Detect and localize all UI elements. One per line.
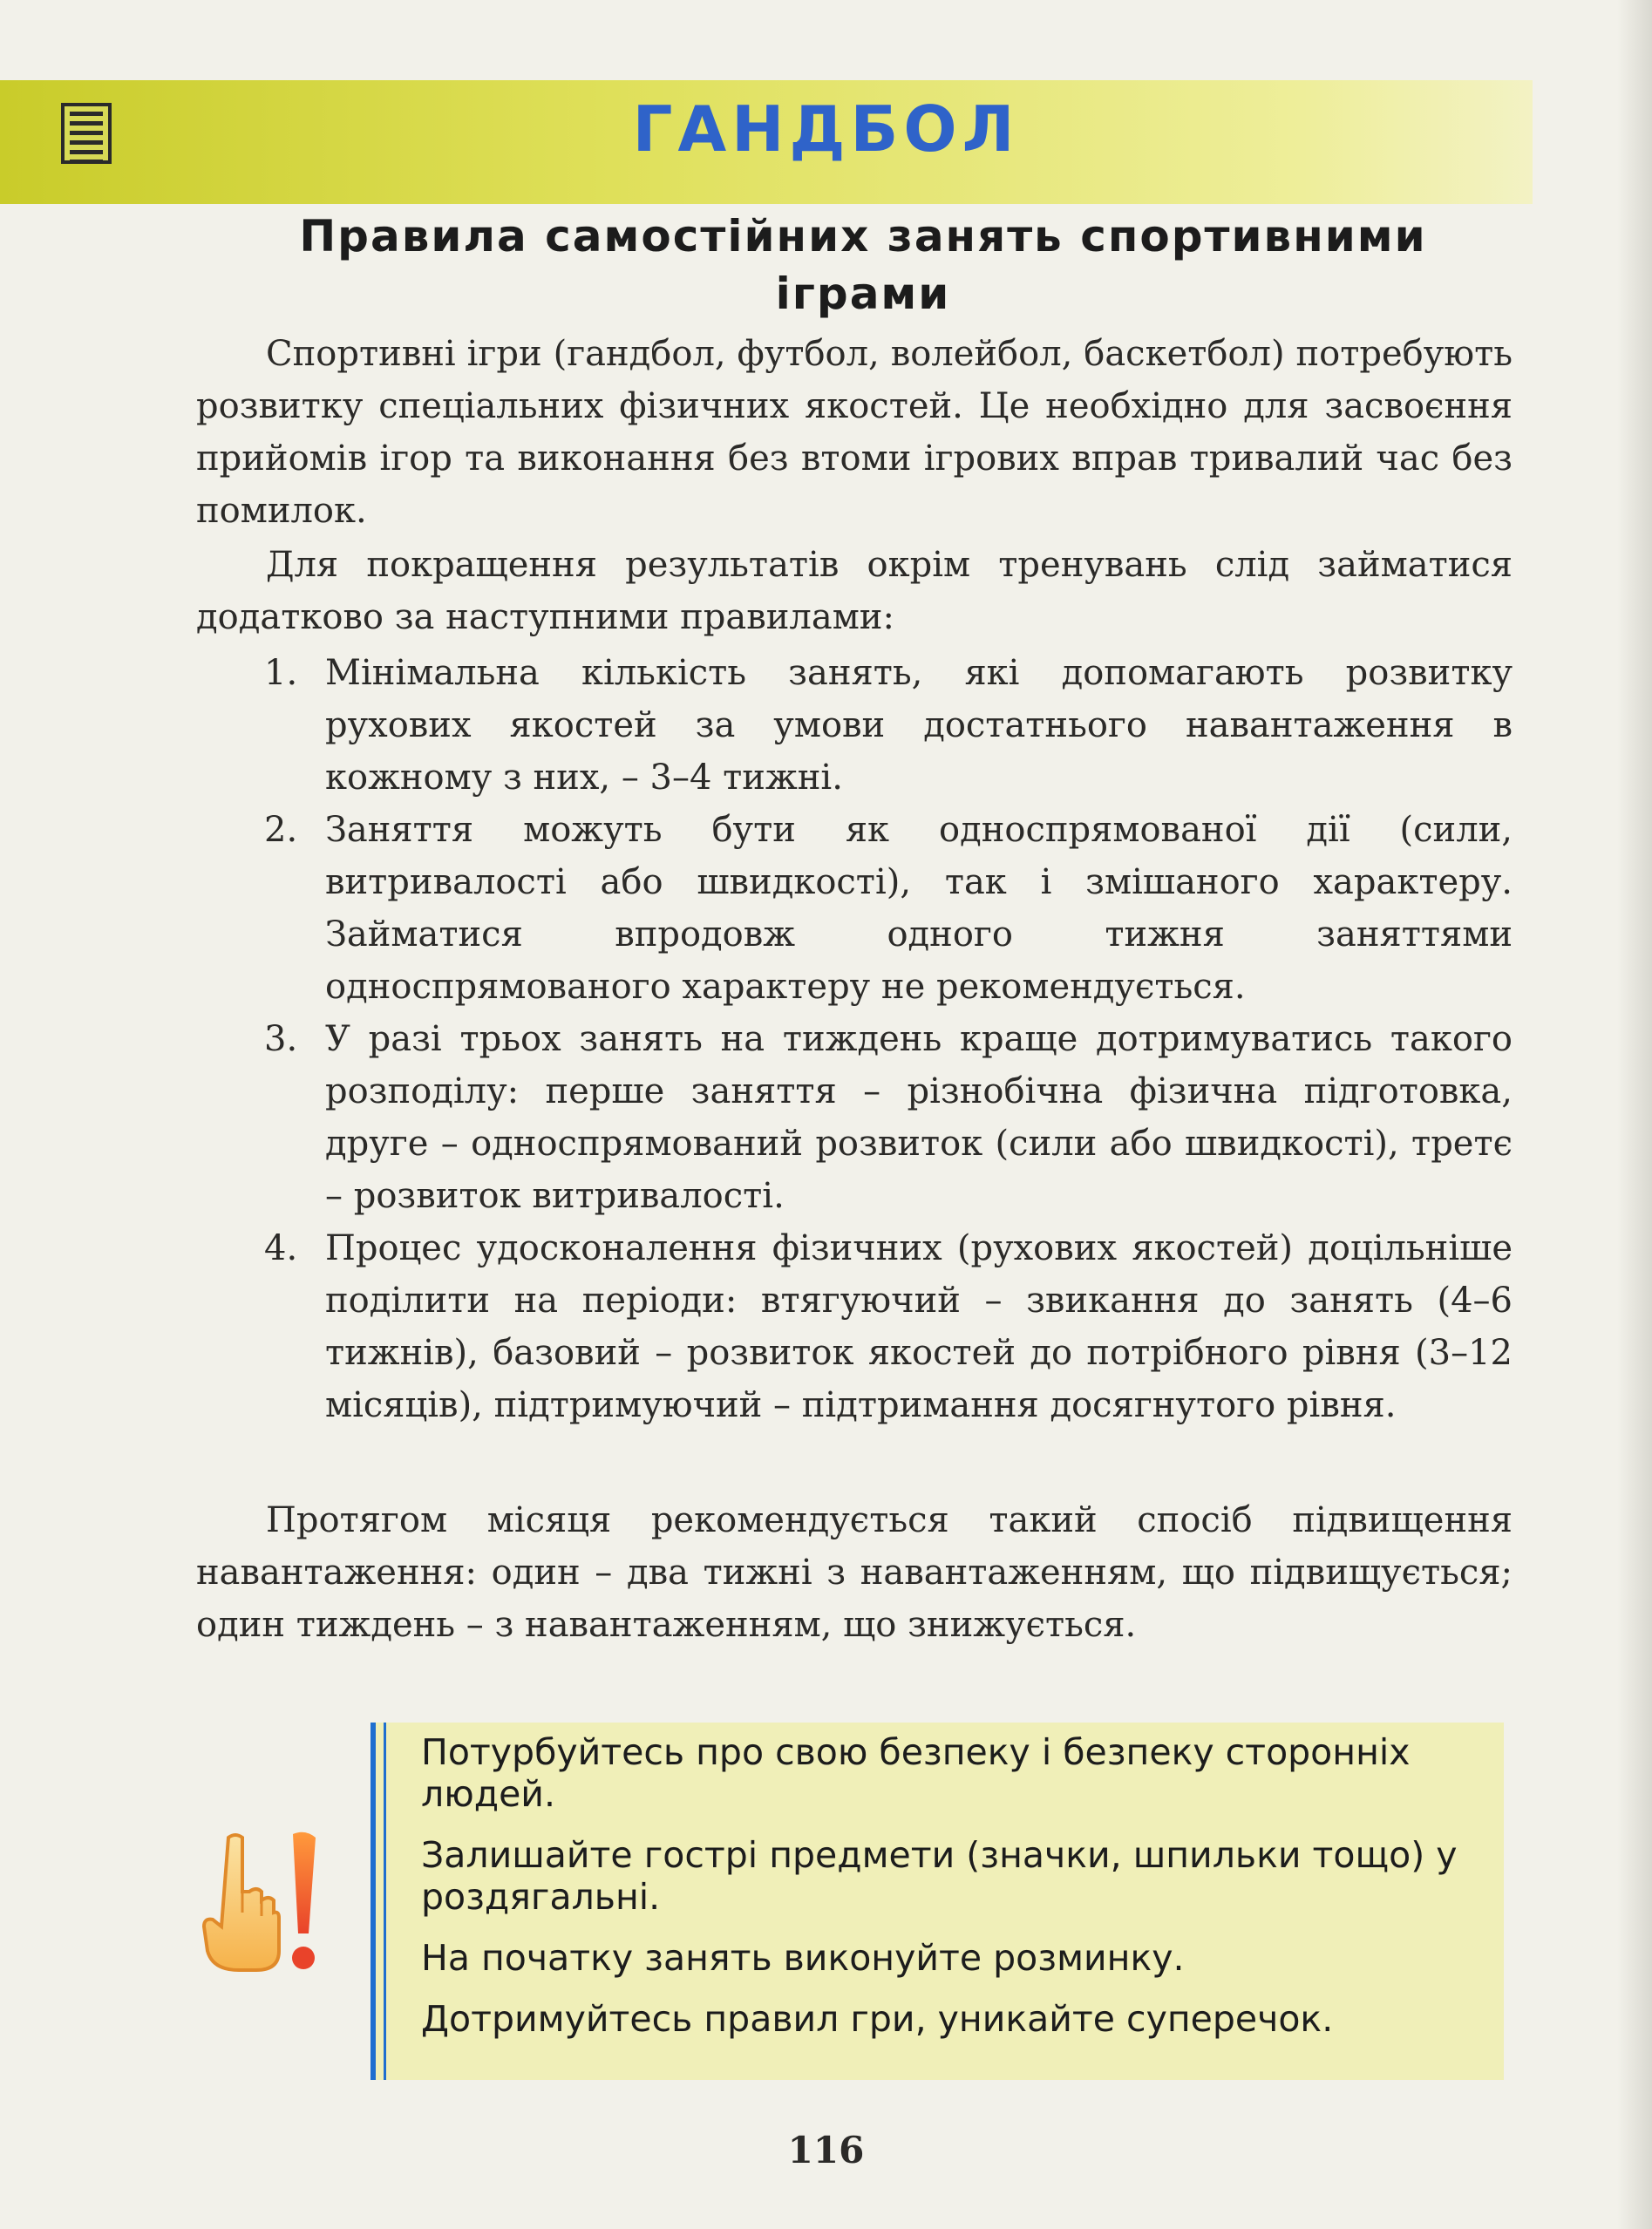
rule-item [196,804,1513,1013]
rule-item [196,1222,1513,1431]
rule-number: 1. [264,653,298,693]
pointing-hand-exclamation-icon [199,1829,330,1986]
safety-box-line [371,1723,376,2080]
safety-box-line [384,1723,386,2080]
safety-list [421,1731,1485,2059]
section-title: ГАНДБОЛ [632,92,1020,166]
safety-item: Залишайте гострі предмети (значки, шпильки тощо) у роздягальні. [421,1834,1458,1918]
safety-item: На початку занять виконуйте розминку. [421,1937,1185,1979]
page-edge-shadow [1617,0,1652,2229]
rule-number: 3. [264,1019,298,1059]
load-paragraph: Протягом місяця рекомендується такий спосіб підвищення навантаження: один – два тижні з навантаженням, що підвищується; один тиждень – з навантаженням, що знижується. [196,1500,1513,1645]
intro-paragraph: Спортивні ігри (гандбол, футбол, волейбол, баскетбол) потребують розвитку спеціальних фізичних якостей. Це необхідно для засвоєння прийомів ігор та виконання без втоми ігрових вправ тривалий час без помилок. [196,334,1513,531]
rule-text: Процес удосконалення фізичних (рухових якостей) доцільніше поділити на періоди: втягуючий – звикання до занять (4–6 тижнів), базовий – розвиток якостей до потрібного рівня (3–12 місяців), підтримуючий – підтримання досягнутого рівня. [325,1228,1513,1425]
rules-list [196,647,1513,1431]
rule-text: У разі трьох занять на тиждень краще дотримуватись такого розподілу: перше заняття – різнобічна фізична підготовка, друге – односпрямований розвиток (сили або швидкості), третє – розвиток витривалості. [325,1019,1513,1216]
rules-intro-paragraph: Для покращення результатів окрім тренувань слід займатися додатково за наступними правилами: [196,545,1513,637]
rule-item [196,647,1513,804]
rule-number: 2. [264,810,298,850]
page-subtitle: Правила самостійних занять спортивними іграми [299,211,1427,319]
rule-text: Заняття можуть бути як односпрямованої дії (сили, витривалості або швидкості), так і змішаного характеру. Займатися впродовж одного тижня заняттями односпрямованого характеру не рекомендується. [325,810,1513,1007]
rule-text: Мінімальна кількість занять, які допомагають розвитку рухових якостей за умови достатнього навантаження в кожному з них, – 3–4 тижні. [325,653,1513,798]
rule-item [196,1013,1513,1222]
page-number: 116 [787,2129,865,2171]
safety-item: Дотримуйтесь правил гри, уникайте суперечок. [421,1998,1334,2040]
safety-item: Потурбуйтесь про свою безпеку і безпеку сторонніх людей. [421,1731,1411,1815]
rule-number: 4. [264,1228,298,1268]
